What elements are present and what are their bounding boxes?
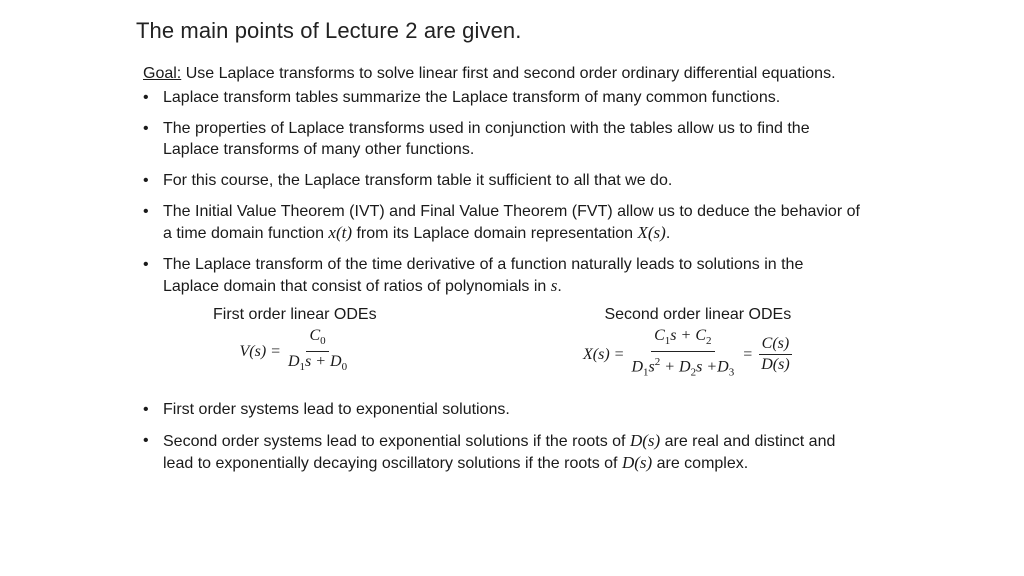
- bullet-list-top: [143, 87, 863, 297]
- second-order-ratio: [758, 335, 792, 374]
- bullet-dot: •: [143, 120, 149, 137]
- second-order-title: Second order linear ODEs: [604, 306, 792, 323]
- fraction-denominator: $D_1s + D_0$: [287, 353, 348, 374]
- bullet-text: .: [557, 278, 562, 295]
- slide-title: The main points of Lecture 2 are given.: [136, 18, 522, 43]
- goal-label: Goal:: [143, 65, 182, 82]
- second-order-lhs: X(s) =: [583, 345, 625, 363]
- bullet-item: [143, 170, 863, 191]
- fraction-denominator: $D_1s^2 + D_2s +D_3$: [631, 356, 735, 379]
- equals-sign: =: [743, 345, 753, 363]
- math-x-of-t: x(t): [328, 223, 353, 242]
- slide-body: [143, 63, 863, 484]
- bullet-text: The Laplace transform of the time derivative of a function naturally leads to solutions in the Laplace domain that consist of ratios of polynomials in: [163, 256, 804, 295]
- equations-area: [143, 304, 863, 399]
- fraction-numerator: $C_0$: [306, 327, 328, 352]
- second-order-equation: [583, 304, 793, 382]
- first-order-fraction: [285, 327, 350, 376]
- first-order-equation: [213, 304, 377, 376]
- bullet-item: [143, 87, 863, 108]
- fraction-numerator: $C_1s + C_2$: [651, 327, 714, 352]
- bullet-text: Laplace transform tables summarize the Laplace transform of many common functions.: [163, 89, 781, 106]
- bullet-item: [143, 254, 863, 297]
- bullet-item: [143, 430, 863, 474]
- first-order-lhs: V(s) =: [239, 343, 281, 361]
- bullet-dot: •: [143, 203, 149, 220]
- goal-text: Use Laplace transforms to solve linear first and second order ordinary differential equations.: [181, 65, 836, 82]
- bullet-dot: •: [143, 432, 149, 449]
- bullet-dot: •: [143, 256, 149, 273]
- bullet-dot: •: [143, 401, 149, 418]
- bullet-text: First order systems lead to exponential solutions.: [163, 401, 510, 418]
- second-order-formula: [583, 327, 793, 382]
- second-order-fraction: [628, 327, 737, 382]
- bullet-item: [143, 201, 863, 244]
- bullet-dot: •: [143, 89, 149, 106]
- bullet-text: are real and distinct and lead to exponentially decaying oscillatory solutions if the roots of: [163, 433, 836, 472]
- fraction-numerator: C(s): [759, 335, 793, 355]
- bullet-text: The properties of Laplace transforms used in conjunction with the tables allow us to find the Laplace transforms of many other functions.: [163, 120, 810, 158]
- bullet-dot: •: [143, 172, 149, 189]
- fraction-denominator: D(s): [761, 355, 790, 373]
- bullet-text: .: [665, 225, 671, 242]
- math-s: s: [550, 276, 558, 295]
- bullet-item: [143, 399, 863, 420]
- math-D-of-s: D(s): [621, 453, 653, 472]
- math-D-of-s: D(s): [629, 431, 661, 450]
- math-X-of-s: X(s): [637, 223, 666, 242]
- bullet-item: [143, 118, 863, 160]
- bullet-text: are complex.: [652, 455, 749, 472]
- bullet-list-bottom: [143, 399, 863, 474]
- bullet-text: from its Laplace domain representation: [352, 225, 638, 242]
- first-order-formula: [213, 327, 377, 376]
- bullet-text: The Initial Value Theorem (IVT) and Final Value Theorem (FVT) allow us to deduce the behavior of a time domain function: [163, 203, 860, 242]
- bullet-text: For this course, the Laplace transform table it sufficient to all that we do.: [163, 172, 673, 189]
- first-order-title: First order linear ODEs: [213, 306, 377, 323]
- bullet-text: Second order systems lead to exponential solutions if the roots of: [163, 433, 630, 450]
- goal-statement: [143, 63, 863, 84]
